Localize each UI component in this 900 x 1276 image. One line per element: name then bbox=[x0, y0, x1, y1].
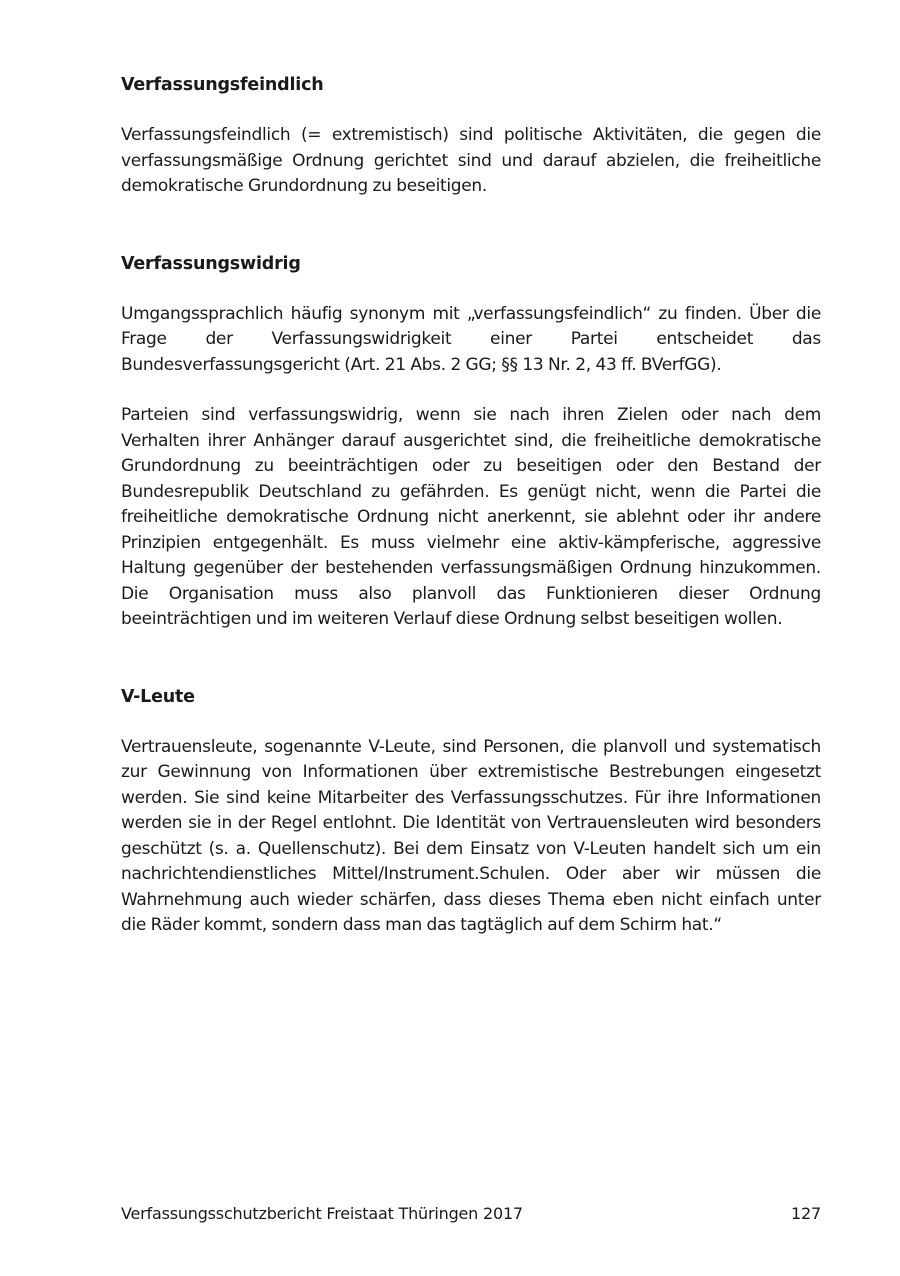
section-v-leute bbox=[121, 685, 821, 939]
section-heading: V-Leute bbox=[121, 686, 195, 707]
section-heading: Verfassungswidrig bbox=[121, 253, 301, 274]
section-verfassungswidrig bbox=[121, 252, 821, 633]
paragraph: Parteien sind verfassungswidrig, wenn sie nach ihren Zielen oder nach dem Verhalten ihrer Anhänger darauf ausgerichtet sind, die freiheitliche demokratische Grundordnung zu beeinträchtigen oder zu beseitigen oder den Bestand der Bundesrepublik Deutschland zu gefährden. Es genügt nicht, wenn die Partei die freiheitliche demokratische Ordnung nicht anerkennt, sie ablehnt oder ihr andere Prinzipien entgegenhält. Es muss vielmehr eine aktiv-kämpferische, aggressive Haltung gegenüber der bestehenden verfassungsmäßigen Ordnung hinzukommen. Die Organisation muss also planvoll das Funktionieren dieser Ordnung beeinträchtigen und im weiteren Verlauf diese Ordnung selbst beseitigen wollen. bbox=[121, 405, 821, 629]
paragraph: Vertrauensleute, sogenannte V-Leute, sind Personen, die planvoll und systematisch zur Gewinnung von Informationen über extremistische Bestrebungen eingesetzt werden. Sie sind keine Mitarbeiter des Verfassungsschutzes. Für ihre Informationen werden sie in der Regel entlohnt. Die Identität von Vertrauensleuten wird besonders geschützt (s. a. Quellenschutz). Bei dem Einsatz von V-Leuten handelt sich um ein nachrichtendienstliches Mittel/Instrument.Schulen. Oder aber wir müssen die Wahrnehmung auch wieder schärfen, dass dieses Thema eben nicht einfach unter die Räder kommt, sondern dass man das tagtäglich auf dem Schirm hat.“ bbox=[121, 736, 821, 935]
page-number: 127 bbox=[791, 1204, 821, 1223]
paragraph: Verfassungsfeindlich (= extremistisch) sind politische Aktivitäten, die gegen die verfassungsmäßige Ordnung gerichtet sind und darauf abzielen, die freiheitliche demokratische Grundordnung zu beseitigen. bbox=[121, 125, 821, 196]
page-content bbox=[121, 73, 821, 939]
footer-title: Verfassungsschutzbericht Freistaat Thüringen 2017 bbox=[121, 1204, 523, 1223]
section-heading: Verfassungsfeindlich bbox=[121, 75, 324, 95]
paragraph: Umgangssprachlich häufig synonym mit „verfassungsfeindlich“ zu finden. Über die Frage der Verfassungswidrigkeit einer Partei entscheidet das Bundesverfassungsgericht (Art. 21 Abs. 2 GG; §§ 13 Nr. 2, 43 ff. BVerfGG). bbox=[121, 303, 821, 375]
section-verfassungsfeindlich bbox=[121, 73, 821, 200]
page-footer bbox=[121, 1202, 821, 1226]
